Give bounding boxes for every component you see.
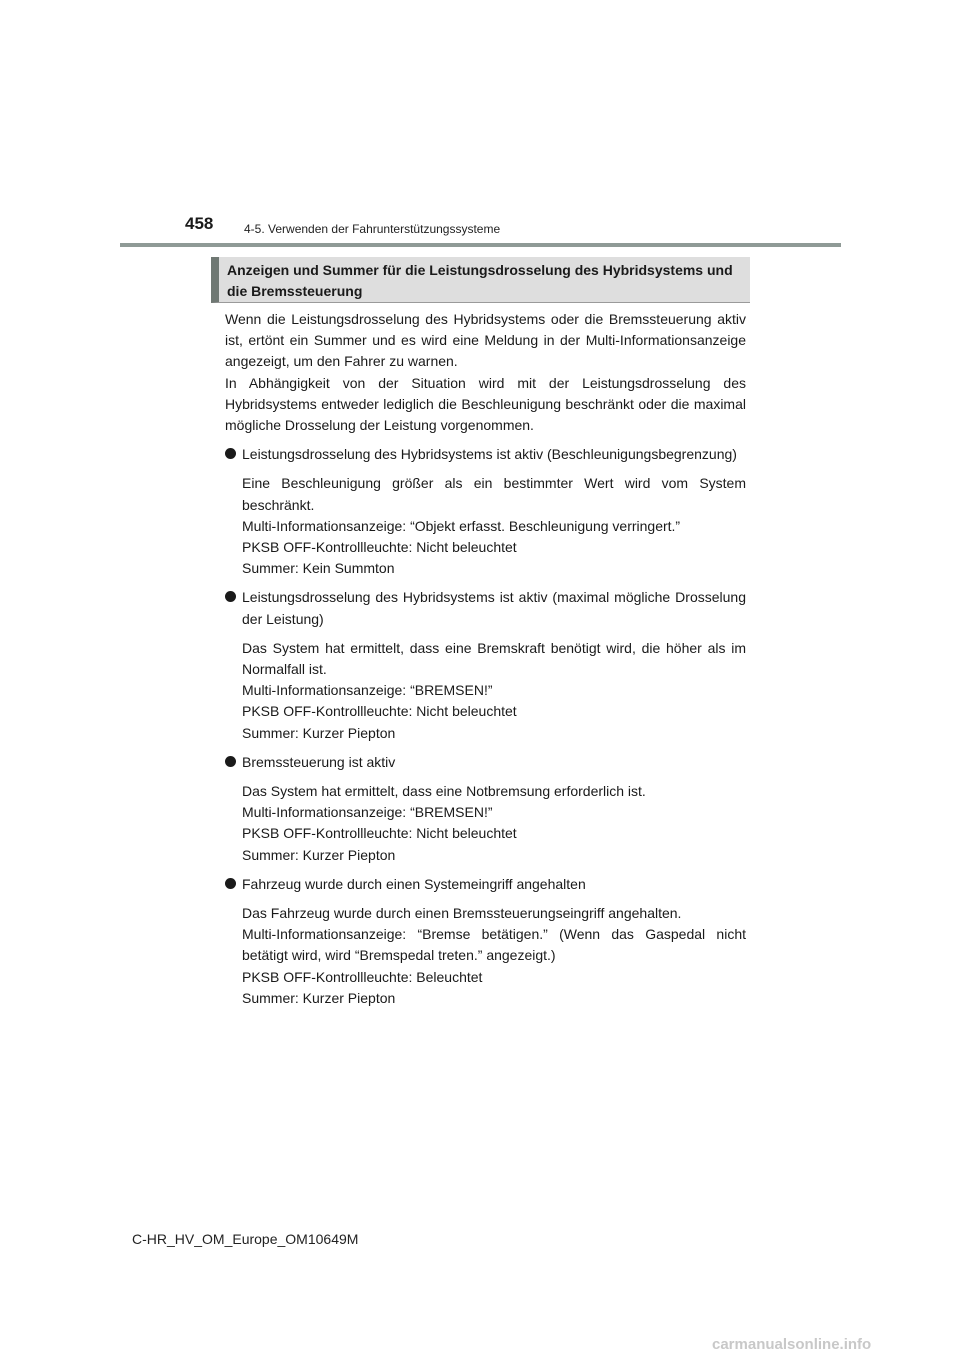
- item-description: Eine Beschleunigung größer als ein bestimmter Wert wird vom System beschränkt.: [242, 475, 746, 513]
- bullet-title: [225, 874, 746, 895]
- intro-text: [225, 309, 746, 436]
- item-buzzer-status: Summer: Kein Summton: [242, 560, 395, 577]
- item-details: [225, 781, 746, 866]
- list-item: [225, 874, 746, 1009]
- bullet-title: [225, 587, 746, 629]
- item-buzzer-status: Summer: Kurzer Piepton: [242, 724, 396, 741]
- page-number: 458: [185, 214, 214, 233]
- item-buzzer-status: Summer: Kurzer Piepton: [242, 846, 396, 863]
- item-description: Das System hat ermittelt, dass eine Bremskraft benötigt wird, die höher als im Normalfall ist.: [242, 639, 746, 678]
- bullet-title: [225, 444, 746, 465]
- intro-paragraph: Wenn die Leistungsdrosselung des Hybridsystems oder die Bremssteuerung aktiv ist, ertönt ein Summer und es wird eine Meldung in der Multi-Informationsanzeige angezeigt, um den Fahrer zu warnen.: [225, 311, 746, 370]
- watermark-text: carmanualsonline.info: [712, 1336, 872, 1353]
- bullet-icon: [225, 591, 236, 602]
- page-body: [225, 309, 746, 1009]
- document-id: C-HR_HV_OM_Europe_OM10649M: [132, 1231, 359, 1247]
- item-display-message: Multi-Informationsanzeige: “BREMSEN!”: [242, 804, 493, 821]
- bullet-title: [225, 752, 746, 773]
- item-title: Fahrzeug wurde durch einen Systemeingriff angehalten: [242, 875, 586, 892]
- bullet-icon: [225, 756, 236, 767]
- item-details: [225, 638, 746, 744]
- list-item: [225, 444, 746, 579]
- item-title: Leistungsdrosselung des Hybridsystems ist aktiv (maximal mögliche Drosselung der Leistung): [242, 589, 746, 627]
- item-display-message: Multi-Informationsanzeige: “BREMSEN!”: [242, 682, 493, 699]
- item-description: Das Fahrzeug wurde durch einen Bremssteuerungseingriff angehalten.: [242, 905, 682, 922]
- item-title: Bremssteuerung ist aktiv: [242, 753, 396, 770]
- bullet-icon: [225, 878, 236, 889]
- item-display-message: Multi-Informationsanzeige: “Objekt erfasst. Beschleunigung verringert.”: [242, 517, 681, 534]
- item-description: Das System hat ermittelt, dass eine Notbremsung erforderlich ist.: [242, 783, 646, 800]
- chapter-title: 4-5. Verwenden der Fahrunterstützungssysteme: [244, 222, 501, 236]
- item-lamp-status: PKSB OFF-Kontrollleuchte: Beleuchtet: [242, 968, 483, 985]
- list-item: [225, 587, 746, 743]
- item-buzzer-status: Summer: Kurzer Piepton: [242, 989, 396, 1006]
- intro-paragraph: In Abhängigkeit von der Situation wird mit der Leistungsdrosselung des Hybridsystems entweder lediglich die Beschleunigung beschränkt oder die maximal mögliche Drosselung der Leistung vorgenommen.: [225, 374, 746, 434]
- section-heading: Anzeigen und Summer für die Leistungsdrosselung des Hybridsystems und die Bremssteuerung: [211, 257, 750, 303]
- list-item: [225, 752, 746, 866]
- item-details: [225, 473, 746, 579]
- item-lamp-status: PKSB OFF-Kontrollleuchte: Nicht beleuchtet: [242, 825, 517, 842]
- item-lamp-status: PKSB OFF-Kontrollleuchte: Nicht beleuchtet: [242, 703, 517, 720]
- item-details: [225, 903, 746, 1009]
- item-lamp-status: PKSB OFF-Kontrollleuchte: Nicht beleuchtet: [242, 539, 517, 556]
- bullet-icon: [225, 448, 236, 459]
- item-display-message: Multi-Informationsanzeige: “Bremse betätigen.” (Wenn das Gaspedal nicht betätigt wird, wird “Bremspedal treten.” angezeigt.): [242, 926, 746, 964]
- header-divider: [120, 243, 841, 247]
- item-title: Leistungsdrosselung des Hybridsystems ist aktiv (Beschleunigungsbegrenzung): [242, 446, 737, 463]
